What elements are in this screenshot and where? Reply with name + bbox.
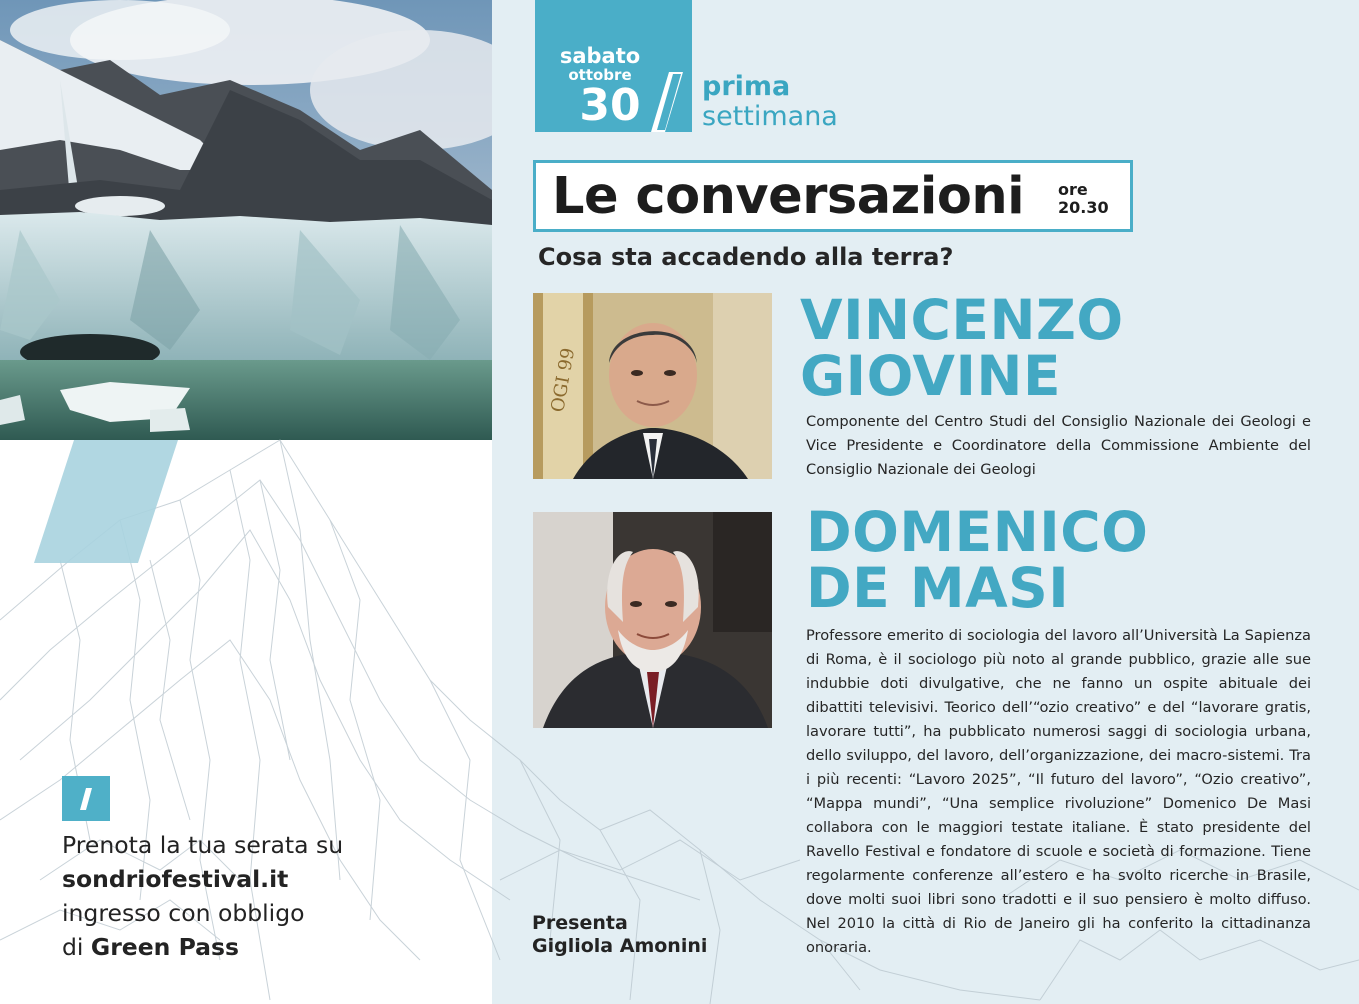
speaker-name-de-masi — [806, 500, 1149, 620]
speaker-first-name: VINCENZO — [800, 288, 1124, 352]
speaker-photo-de-masi — [533, 512, 772, 728]
svg-text:OGI 99: OGI 99 — [547, 346, 580, 414]
event-title-box — [533, 160, 1133, 232]
speaker-last-name: DE MASI — [806, 556, 1070, 620]
booking-line-prefix: di — [62, 933, 91, 961]
event-time — [1058, 181, 1109, 217]
booking-info — [62, 828, 482, 964]
event-title: Le conversazioni — [552, 167, 1025, 226]
speaker-bio-de-masi: Professore emerito di sociologia del lavoro all’Università La Sapienza di Roma, è il sociologo più noto al grande pubblico, grazie alle sue indubbie doti divulgative, che ne fanno un ospite abituale dei dibattiti televisivi. Teorico dell’“ozio creativo” e del “lavorare gratis, lavorare tutti”, ha pubblicato numerosi saggi di sociologia urbana, dello sviluppo, del lavoro, dell’organizzazione, dei macro-sistemi. Tra i più recenti: “Lavoro 2025”, “Il futuro del lavoro”, “Ozio creativo”, “Mappa mundi”, “Una semplice rivoluzione” Domenico De Masi collabora con le maggiori testate italiane. È stato presidente del Ravello Festival e fondatore di scuole e società di formazione. Tiene regolarmente conferenze all’estero e ha svolto ricerche in Brasile, dove molti suoi libri sono tradotti e il suo pensiero è molto diffuso. Nel 2010 la città di Rio de Janeiro gli ha conferito la cittadinanza onoraria. — [806, 627, 1311, 956]
booking-line — [62, 930, 482, 964]
host-info — [532, 912, 707, 958]
date-day-name: sabato — [559, 44, 641, 68]
week-label — [702, 72, 838, 132]
slash-logo-icon — [62, 776, 110, 821]
event-time-label: ore — [1058, 180, 1088, 199]
booking-line: ingresso con obbligo — [62, 899, 305, 927]
date-day: 30 — [579, 80, 641, 131]
host-label: Presenta — [532, 912, 628, 934]
date-slash-icon — [645, 66, 705, 136]
host-name: Gigliola Amonini — [532, 935, 708, 957]
week-second: settimana — [702, 101, 838, 132]
event-time-value: 20.30 — [1058, 198, 1109, 217]
event-subtitle: Cosa sta accadendo alla terra? — [538, 243, 954, 271]
speaker-last-name: GIOVINE — [800, 344, 1062, 408]
week-first: prima — [702, 71, 791, 102]
booking-line: Prenota la tua serata su — [62, 831, 344, 859]
glacier-photo — [0, 0, 492, 440]
date-month: ottobre — [568, 66, 632, 84]
green-pass-label: Green Pass — [90, 933, 240, 961]
speaker-photo-giovine — [533, 293, 772, 479]
speaker-bio-giovine: Componente del Centro Studi del Consiglio Nazionale dei Geologi e Vice Presidente e Coordinatore della Commissione Ambiente del Consiglio Nazionale dei Geologi — [806, 413, 1311, 478]
speaker-name-giovine — [800, 288, 1124, 408]
booking-website-link[interactable]: sondriofestival.it — [62, 865, 289, 893]
speaker-first-name: DOMENICO — [806, 500, 1149, 564]
